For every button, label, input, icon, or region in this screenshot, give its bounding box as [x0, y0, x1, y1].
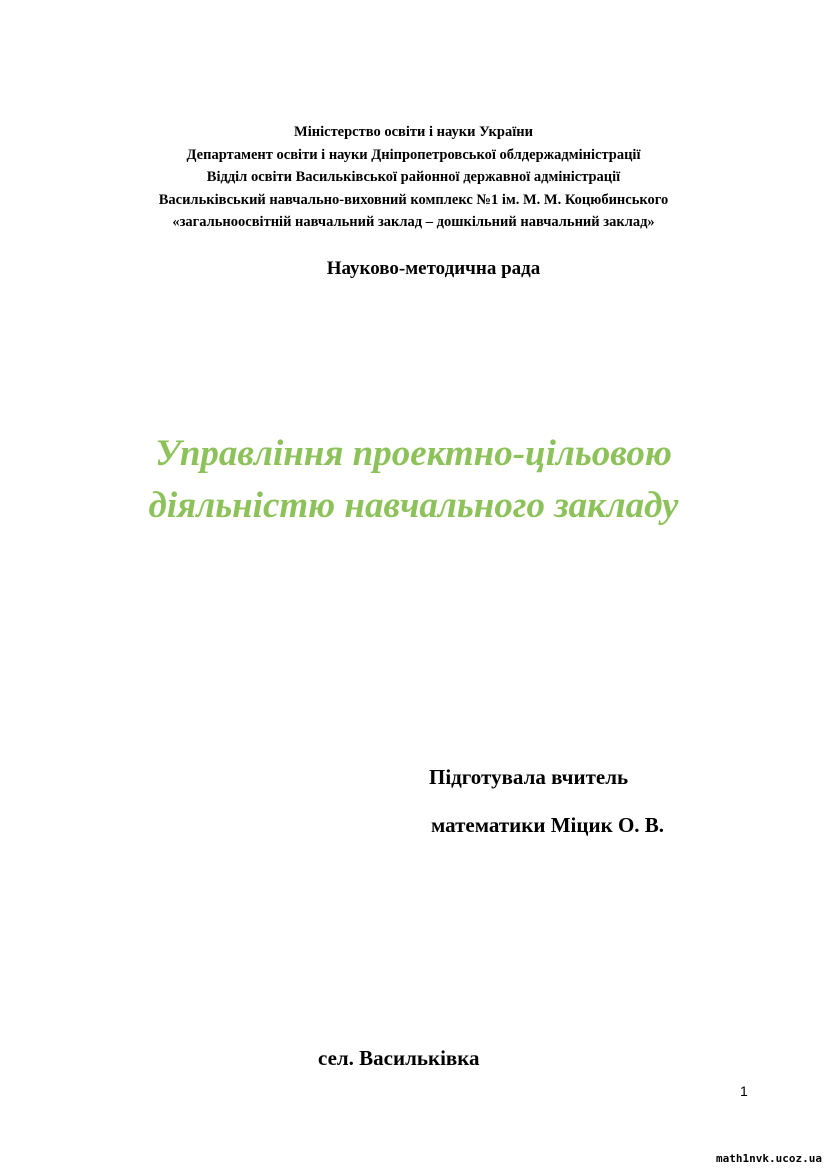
site-watermark: math1nvk.ucoz.ua	[716, 1152, 822, 1165]
title-line-2: діяльністю навчального закладу	[148, 485, 679, 526]
header-ministry: Міністерство освіти і науки України	[294, 124, 533, 140]
page-number: 1	[740, 1083, 748, 1099]
header-school-type: «загальноосвітній навчальний заклад – дошкільний навчальний заклад»	[172, 214, 655, 231]
title-line-1: Управління проектно-цільовою	[155, 433, 672, 474]
author-line-2: математики Міцик О. В.	[431, 813, 665, 837]
institution-header	[0, 121, 827, 234]
header-school-name: Васильківський навчально-виховний комплекс №1 ім. М. М. Коцюбинського	[158, 191, 669, 208]
header-department: Департамент освіти і науки Дніпропетровської облдержадміністрації	[186, 146, 641, 163]
header-education-office: Відділ освіти Васильківської районної державної адміністрації	[206, 169, 621, 186]
council-name: Науково-методична рада	[326, 258, 541, 279]
document-title	[0, 428, 827, 532]
author-line-1: Підготувала вчитель	[429, 765, 629, 789]
place-name: сел. Васильківка	[318, 1046, 480, 1070]
